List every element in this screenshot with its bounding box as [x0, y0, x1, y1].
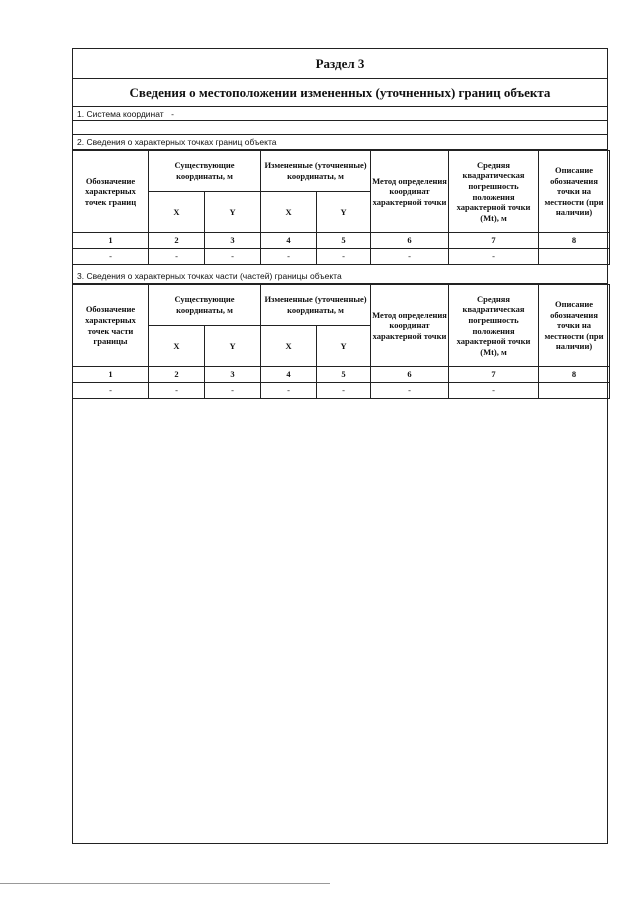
boundary-points-table: [72, 150, 610, 265]
header-changed-y: Y: [317, 192, 371, 233]
column-number: 2: [149, 233, 205, 249]
header-changed-x: X: [261, 326, 317, 367]
table-cell: -: [205, 249, 261, 265]
table-cell: -: [73, 249, 149, 265]
header-error: Средняя квадратическая погрешность положения характерной точки (Mt), м: [449, 285, 539, 367]
document-frame: [72, 48, 608, 844]
header-method: Метод определения координат характерной точки: [371, 151, 449, 233]
header-designation: Обозначение характерных точек части границы: [73, 285, 149, 367]
column-number: 1: [73, 367, 149, 383]
section-heading: Сведения о местоположении измененных (уточненных) границ объекта: [73, 79, 607, 107]
table-cell: [539, 383, 610, 399]
section-title: Раздел 3: [73, 49, 607, 79]
header-description: Описание обозначения точки на местности (при наличии): [539, 285, 610, 367]
column-number: 2: [149, 367, 205, 383]
column-number-row: [73, 367, 610, 383]
table-cell: -: [449, 249, 539, 265]
table-cell: -: [205, 383, 261, 399]
column-number: 5: [317, 367, 371, 383]
column-number: 3: [205, 233, 261, 249]
table-row: [73, 383, 610, 399]
column-number-row: [73, 233, 610, 249]
part-boundary-points-table: [72, 284, 610, 399]
table-cell: -: [261, 249, 317, 265]
table-row: [73, 249, 610, 265]
column-number: 6: [371, 367, 449, 383]
header-existing-y: Y: [205, 326, 261, 367]
header-description: Описание обозначения точки на местности (при наличии): [539, 151, 610, 233]
column-number: 6: [371, 233, 449, 249]
header-existing-x: X: [149, 192, 205, 233]
column-number: 8: [539, 233, 610, 249]
footer-divider: [0, 883, 330, 884]
coordinate-system-value: -: [171, 109, 174, 119]
blank-row: [73, 121, 607, 135]
coordinate-system-row: [73, 107, 607, 121]
table-cell: -: [371, 383, 449, 399]
table-cell: -: [261, 383, 317, 399]
column-number: 4: [261, 233, 317, 249]
header-method: Метод определения координат характерной точки: [371, 285, 449, 367]
table-cell: -: [149, 249, 205, 265]
header-changed-x: X: [261, 192, 317, 233]
header-error: Средняя квадратическая погрешность положения характерной точки (Mt), м: [449, 151, 539, 233]
header-existing-coordinates: Существующие координаты, м: [149, 285, 261, 326]
header-designation: Обозначение характерных точек границ: [73, 151, 149, 233]
table-cell: -: [149, 383, 205, 399]
header-changed-coordinates: Измененные (уточненные) координаты, м: [261, 285, 371, 326]
column-number: 4: [261, 367, 317, 383]
header-existing-coordinates: Существующие координаты, м: [149, 151, 261, 192]
column-number: 7: [449, 367, 539, 383]
header-existing-x: X: [149, 326, 205, 367]
coordinate-system-label: 1. Система координат: [77, 109, 164, 119]
header-existing-y: Y: [205, 192, 261, 233]
header-changed-coordinates: Измененные (уточненные) координаты, м: [261, 151, 371, 192]
column-number: 3: [205, 367, 261, 383]
table-cell: -: [371, 249, 449, 265]
table-cell: [539, 249, 610, 265]
column-number: 7: [449, 233, 539, 249]
table-cell: -: [73, 383, 149, 399]
column-number: 5: [317, 233, 371, 249]
table-cell: -: [449, 383, 539, 399]
table-cell: -: [317, 249, 371, 265]
table-cell: -: [317, 383, 371, 399]
section2-title: 2. Сведения о характерных точках границ объекта: [73, 135, 607, 150]
column-number: 1: [73, 233, 149, 249]
header-changed-y: Y: [317, 326, 371, 367]
column-number: 8: [539, 367, 610, 383]
section3-title: 3. Сведения о характерных точках части (частей) границы объекта: [73, 269, 607, 284]
